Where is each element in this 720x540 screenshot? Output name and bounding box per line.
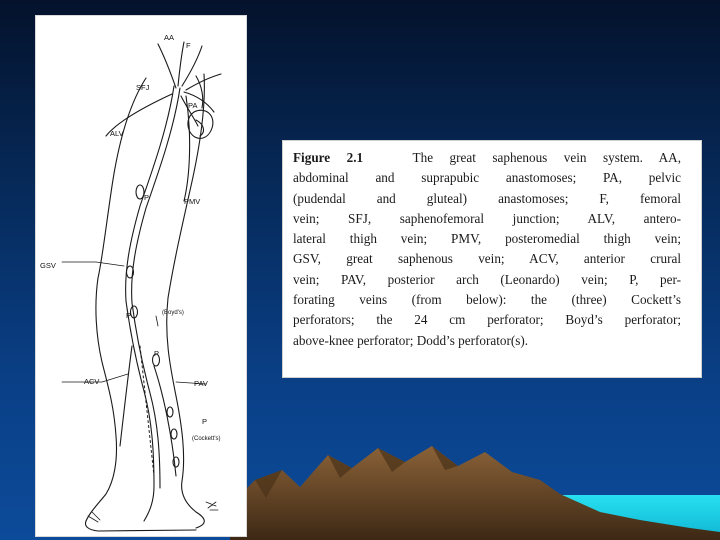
- figure-panel: [36, 16, 246, 536]
- posteromedial-thigh-vein: [184, 96, 190, 201]
- label-pmv: PMV: [184, 197, 201, 206]
- caption-line-3: (pudendal and gluteal) anastomoses; F, femoral: [293, 190, 681, 206]
- figure-caption: [293, 148, 681, 351]
- label-pav: PAV: [194, 379, 208, 388]
- caption-line-10: above-knee perforator; Dodd’s perforator(s).: [293, 332, 529, 348]
- caption-line-9: perforators; the 24 cm perforator; Boyd’s perforator;: [293, 312, 681, 328]
- caption-line-2: abdominal and suprapubic anastomoses; PA, pelvic: [293, 170, 681, 186]
- leg-vein-diagram: [36, 16, 246, 536]
- caption-line-6: GSV, great saphenous vein; ACV, anterior crural: [293, 251, 681, 267]
- label-p-knee: P: [154, 349, 160, 358]
- label-boyd: (Boyd's): [162, 310, 184, 316]
- great-saphenous-vein: [126, 86, 174, 521]
- label-gsv: GSV: [40, 261, 56, 270]
- posterior-arch-vein: [154, 366, 176, 476]
- foot-outline: [86, 521, 197, 531]
- mountain-range: [230, 446, 720, 540]
- label-pa: PA: [188, 101, 198, 110]
- label-cockett: (Cockett's): [192, 436, 221, 442]
- figure-label: Figure 2.1: [293, 150, 364, 165]
- caption-line-8: forating veins (from below): the (three) Cockett’s: [293, 292, 681, 308]
- label-p-boyd: P: [126, 311, 132, 320]
- leg-outline-lateral: [86, 78, 146, 521]
- caption-line-7: vein; PAV, posterior arch (Leonardo) vein; P, per-: [293, 271, 681, 287]
- label-aa: AA: [164, 33, 175, 42]
- caption-line-1-text: The great saphenous vein system. AA,: [412, 150, 681, 165]
- caption-panel: [282, 140, 702, 378]
- caption-line-5: lateral thigh vein; PMV, posteromedial thigh vein;: [293, 231, 681, 247]
- label-sfj: SFJ: [136, 83, 150, 92]
- label-p-upper: P: [144, 193, 150, 202]
- anterior-crural-vein: [120, 346, 132, 446]
- label-acv: ACV: [84, 377, 100, 386]
- label-p-cockett: P: [202, 417, 208, 426]
- label-f: F: [186, 41, 191, 50]
- caption-line-1: [293, 148, 681, 168]
- caption-line-4: vein; SFJ, saphenofemoral junction; ALV, antero-: [293, 210, 681, 226]
- label-alv: ALV: [110, 129, 124, 138]
